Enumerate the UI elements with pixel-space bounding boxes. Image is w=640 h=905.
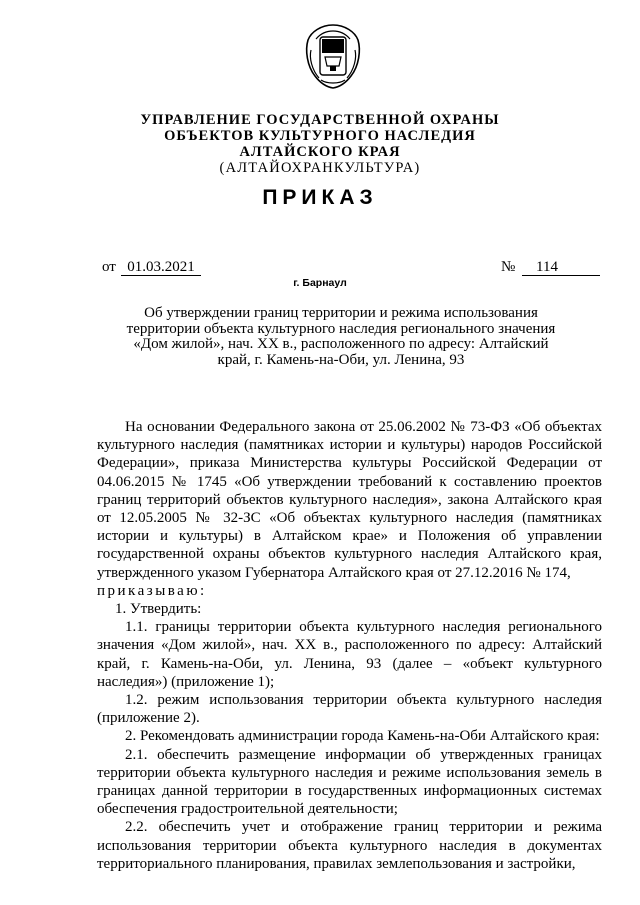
document-subject: Об утверждении границ территории и режима использования территории объекта культурного наследия регионального значения «Дом жилой», нач. XX в., расположенного по адресу: Алтайский край, г. Камень-на-Оби, ул. Ленина, 93 bbox=[126, 305, 556, 368]
item-2-2: 2.2. обеспечить учет и отображение границ территории и режима использования территории объекта культурного наследия в документах территориального планирования, правилах землепользования и застройки, bbox=[97, 819, 602, 872]
coat-of-arms-emblem bbox=[303, 22, 363, 90]
item-1: 1. Утвердить: bbox=[115, 601, 202, 618]
number-prefix: № bbox=[501, 259, 516, 275]
date-prefix: от bbox=[102, 259, 116, 275]
item-1-1: 1.1. границы территории объекта культурного наследия регионального значения «Дом жилой», нач. XX в., расположенного по адресу: Алтайский край, г. Камень-на-Оби, ул. Ленина, 93 (далее – «объект культурного наследия») (приложение 1); bbox=[97, 619, 602, 690]
item-2: 2. Рекомендовать администрации города Камень-на-Оби Алтайского края: bbox=[125, 728, 600, 745]
order-word: приказываю: bbox=[97, 582, 207, 599]
document-number: 114 bbox=[522, 259, 600, 276]
city-name: г. Барнаул bbox=[293, 277, 347, 289]
organization-name-line-1: УПРАВЛЕНИЕ ГОСУДАРСТВЕННОЙ ОХРАНЫ bbox=[140, 112, 500, 128]
document-date: 01.03.2021 bbox=[121, 259, 201, 276]
preamble-paragraph: На основании Федерального закона от 25.06.2002 № 73-ФЗ «Об объектах культурного наследия (памятниках истории и культуры) народов Российской Федерации», приказа Министерства культуры Российской Федерации от 04.06.2015 № 1745 «Об утверждении требований к составлению проектов границ территорий объектов культурного наследия», закона Алтайского края от 12.05.2005 № 32-ЗС «Об объектах культурного наследия (памятниках истории и культуры) в Алтайском крае» и Положения об управлении государственной охраны объектов культурного наследия Алтайского края, утвержденного указом Губернатора Алтайского края от 27.12.2016 № 174, bbox=[97, 419, 602, 581]
organization-name-line-3: АЛТАЙСКОГО КРАЯ bbox=[239, 144, 401, 160]
document-body bbox=[97, 418, 602, 873]
item-1-2: 1.2. режим использования территории объекта культурного наследия (приложение 2). bbox=[97, 692, 602, 727]
item-2-1: 2.1. обеспечить размещение информации об утвержденных границах территории объекта культурного наследия и режиме использования земель в границах данной территории в государственных информационных системах обеспечения градостроительной деятельности; bbox=[97, 746, 602, 818]
document-type-title: ПРИКАЗ bbox=[262, 186, 378, 209]
organization-name-line-2: ОБЪЕКТОВ КУЛЬТУРНОГО НАСЛЕДИЯ bbox=[164, 128, 476, 144]
organization-abbreviation: (АЛТАЙОХРАНКУЛЬТУРА) bbox=[219, 160, 421, 176]
